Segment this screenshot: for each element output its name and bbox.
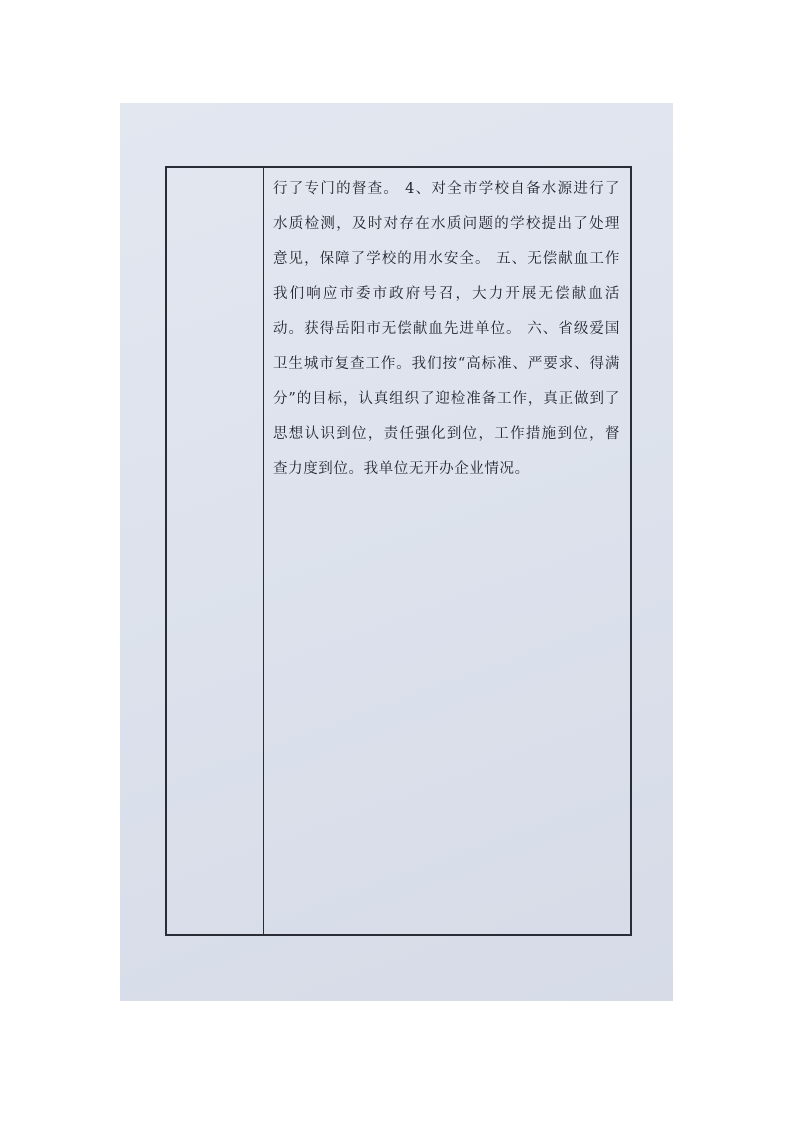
label-column xyxy=(167,168,264,934)
content-column xyxy=(264,168,630,934)
report-body-text: 行了专门的督查。 4、对全市学校自备水源进行了水质检测，及时对存在水质问题的学校提出了处理意见，保障了学校的用水安全。 五、无偿献血工作 我们响应市委市政府号召，大力开展无偿献血活动。获得岳阳市无偿献血先进单位。 六、省级爱国卫生城市复查工作。我们按“高标准、严要求、得满分”的目标，认真组织了迎检准备工作，真正做到了思想认识到位，责任强化到位，工作措施到位，督查力度到位。我单位无开办企业情况。 xyxy=(273,181,620,477)
form-table xyxy=(165,166,632,936)
document-photo xyxy=(120,103,673,1001)
